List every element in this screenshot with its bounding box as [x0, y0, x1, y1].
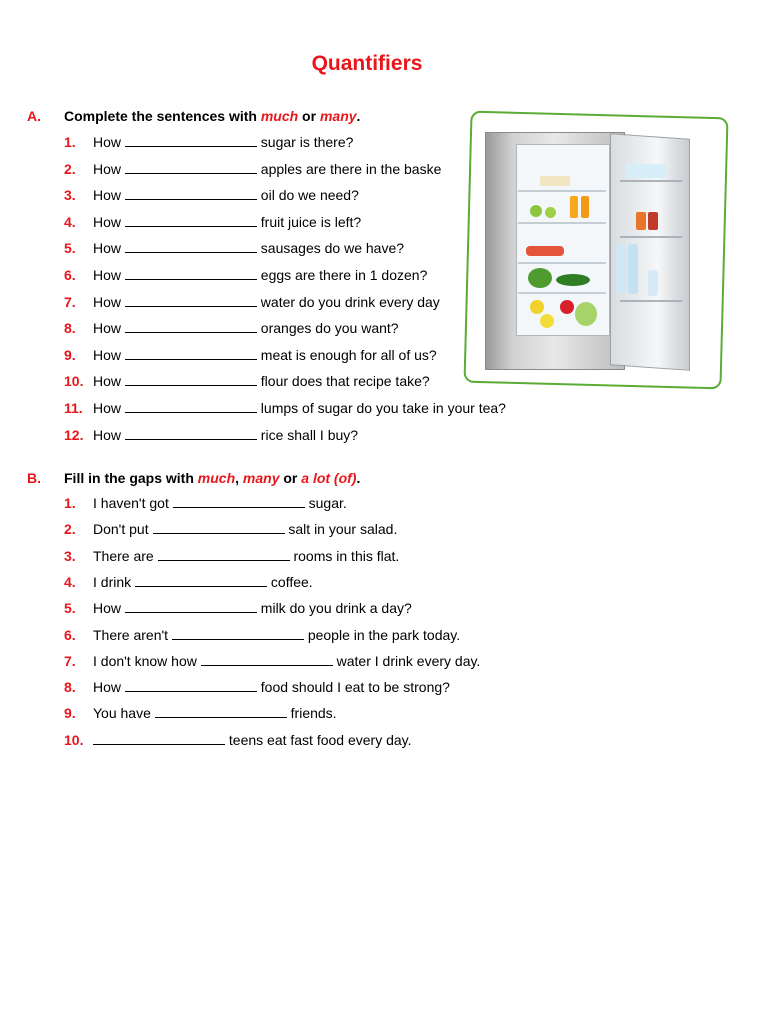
item-number: 12.: [64, 426, 84, 443]
item-text: [93, 347, 437, 363]
item-pre-text: How: [93, 240, 122, 257]
answer-blank[interactable]: [135, 574, 267, 587]
answer-blank[interactable]: [125, 187, 257, 200]
item-number: 8.: [64, 679, 76, 696]
item-text: [93, 187, 359, 203]
answer-blank[interactable]: [201, 653, 333, 666]
item-pre-text: Don't put: [93, 521, 149, 538]
item-number: 7.: [64, 652, 76, 669]
answer-blank[interactable]: [125, 214, 257, 227]
item-text: [93, 427, 358, 443]
answer-blank[interactable]: [125, 240, 257, 253]
item-number: 6.: [64, 267, 76, 283]
item-pre-text: How: [93, 293, 122, 310]
section-b-end: .: [356, 470, 361, 486]
item-post-text: rooms in this flat.: [293, 547, 400, 564]
item-pre-text: There are: [93, 547, 154, 564]
section-b-instruction-start: Fill in the gaps with: [64, 470, 198, 486]
item-post-text: water do you drink every day: [260, 293, 440, 310]
answer-blank[interactable]: [125, 400, 257, 413]
answer-blank[interactable]: [125, 134, 257, 147]
item-text: [93, 267, 427, 283]
item-text: [93, 574, 313, 590]
item-post-text: lumps of sugar do you take in your tea?: [260, 400, 506, 416]
item-pre-text: There aren't: [93, 626, 169, 643]
item-post-text: friends.: [290, 705, 337, 722]
item-number: 4.: [64, 573, 76, 590]
item-pre-text: I haven't got: [93, 495, 169, 511]
section-b-word-many: many: [242, 470, 280, 486]
item-post-text: rice shall I buy?: [260, 426, 359, 443]
item-number: 1.: [64, 495, 76, 511]
section-b-connector: or: [279, 470, 302, 486]
item-pre-text: How: [93, 346, 122, 363]
item-number: 10.: [64, 731, 84, 748]
answer-blank[interactable]: [153, 521, 285, 534]
item-post-text: milk do you drink a day?: [260, 600, 412, 617]
item-pre-text: How: [93, 187, 122, 204]
item-number: 5.: [64, 600, 76, 617]
item-text: [93, 320, 399, 336]
answer-blank[interactable]: [125, 347, 257, 360]
section-b-instruction: [64, 470, 360, 486]
item-number: 3.: [64, 547, 76, 564]
item-text: [93, 134, 353, 150]
item-text: [93, 600, 412, 616]
section-a-connector: or: [298, 108, 320, 124]
item-pre-text: How: [93, 320, 122, 337]
item-pre-text: How: [93, 400, 122, 416]
item-pre-text: I don't know how: [93, 652, 197, 669]
item-text: [93, 679, 450, 695]
item-post-text: fruit juice is left?: [260, 213, 362, 230]
item-pre-text: I drink: [93, 573, 132, 590]
item-text: [93, 214, 361, 230]
item-post-text: oranges do you want?: [260, 320, 399, 337]
item-pre-text: How: [93, 373, 122, 390]
item-post-text: oil do we need?: [260, 187, 359, 204]
item-post-text: food should I eat to be strong?: [260, 679, 450, 696]
section-b-comma: ,: [235, 470, 243, 486]
item-number: 6.: [64, 626, 76, 643]
item-number: 1.: [64, 134, 76, 150]
item-pre-text: How: [93, 213, 122, 230]
item-number: 2.: [64, 521, 76, 538]
item-number: 11.: [64, 400, 83, 416]
item-post-text: salt in your salad.: [288, 521, 398, 538]
item-pre-text: How: [93, 426, 122, 443]
item-pre-text: You have: [93, 705, 151, 722]
item-text: [93, 373, 430, 389]
item-number: 7.: [64, 293, 76, 310]
section-a-instruction: [64, 108, 360, 124]
item-text: [93, 653, 480, 669]
item-text: [93, 705, 337, 721]
item-number: 9.: [64, 705, 76, 722]
item-text: [93, 161, 441, 177]
page-title: Quantifiers: [311, 52, 423, 75]
item-post-text: sausages do we have?: [260, 240, 405, 257]
item-post-text: meat is enough for all of us?: [260, 346, 437, 363]
answer-blank[interactable]: [172, 627, 304, 640]
answer-blank[interactable]: [125, 427, 257, 440]
item-text: [93, 495, 347, 511]
item-post-text: people in the park today.: [307, 626, 461, 643]
item-text: [93, 294, 440, 310]
answer-blank[interactable]: [158, 548, 290, 561]
section-a-word-much: much: [260, 108, 299, 124]
answer-blank[interactable]: [125, 320, 257, 333]
section-a-word-many: many: [319, 108, 357, 124]
item-text: [93, 240, 404, 256]
answer-blank[interactable]: [93, 732, 225, 745]
item-number: 9.: [64, 346, 76, 363]
item-post-text: flour does that recipe take?: [260, 373, 430, 390]
item-post-text: eggs are there in 1 dozen?: [260, 267, 428, 283]
answer-blank[interactable]: [125, 373, 257, 386]
item-number: 2.: [64, 160, 76, 177]
item-post-text: apples are there in the baske: [260, 160, 442, 177]
item-pre-text: How: [93, 679, 122, 696]
answer-blank[interactable]: [125, 161, 257, 174]
item-text: [93, 732, 412, 748]
item-pre-text: How: [93, 134, 122, 150]
item-post-text: coffee.: [270, 573, 313, 590]
section-b-word-much: much: [197, 470, 236, 486]
answer-blank[interactable]: [125, 267, 257, 280]
item-text: [93, 627, 460, 643]
item-post-text: teens eat fast food every day.: [228, 731, 412, 748]
answer-blank[interactable]: [173, 495, 305, 508]
answer-blank[interactable]: [125, 294, 257, 307]
section-a-end: .: [356, 108, 361, 124]
item-post-text: water I drink every day.: [336, 652, 481, 669]
item-number: 3.: [64, 187, 76, 204]
answer-blank[interactable]: [155, 705, 287, 718]
item-pre-text: How: [93, 600, 122, 617]
item-post-text: sugar.: [308, 495, 347, 511]
item-number: 8.: [64, 320, 76, 337]
item-number: 5.: [64, 240, 76, 257]
item-text: [93, 400, 506, 416]
section-b-letter: B.: [27, 470, 41, 486]
item-number: 4.: [64, 213, 76, 230]
item-text: [93, 521, 397, 537]
answer-blank[interactable]: [125, 600, 257, 613]
section-a-letter: A.: [27, 108, 41, 124]
item-pre-text: How: [93, 267, 122, 283]
item-pre-text: How: [93, 160, 122, 177]
section-a-instruction-start: Complete the sentences with: [64, 108, 261, 124]
answer-blank[interactable]: [125, 679, 257, 692]
item-number: 10.: [64, 373, 84, 390]
section-b-word-a-lot-of: a lot (of): [301, 470, 357, 486]
item-text: [93, 548, 399, 564]
item-post-text: sugar is there?: [260, 134, 354, 150]
